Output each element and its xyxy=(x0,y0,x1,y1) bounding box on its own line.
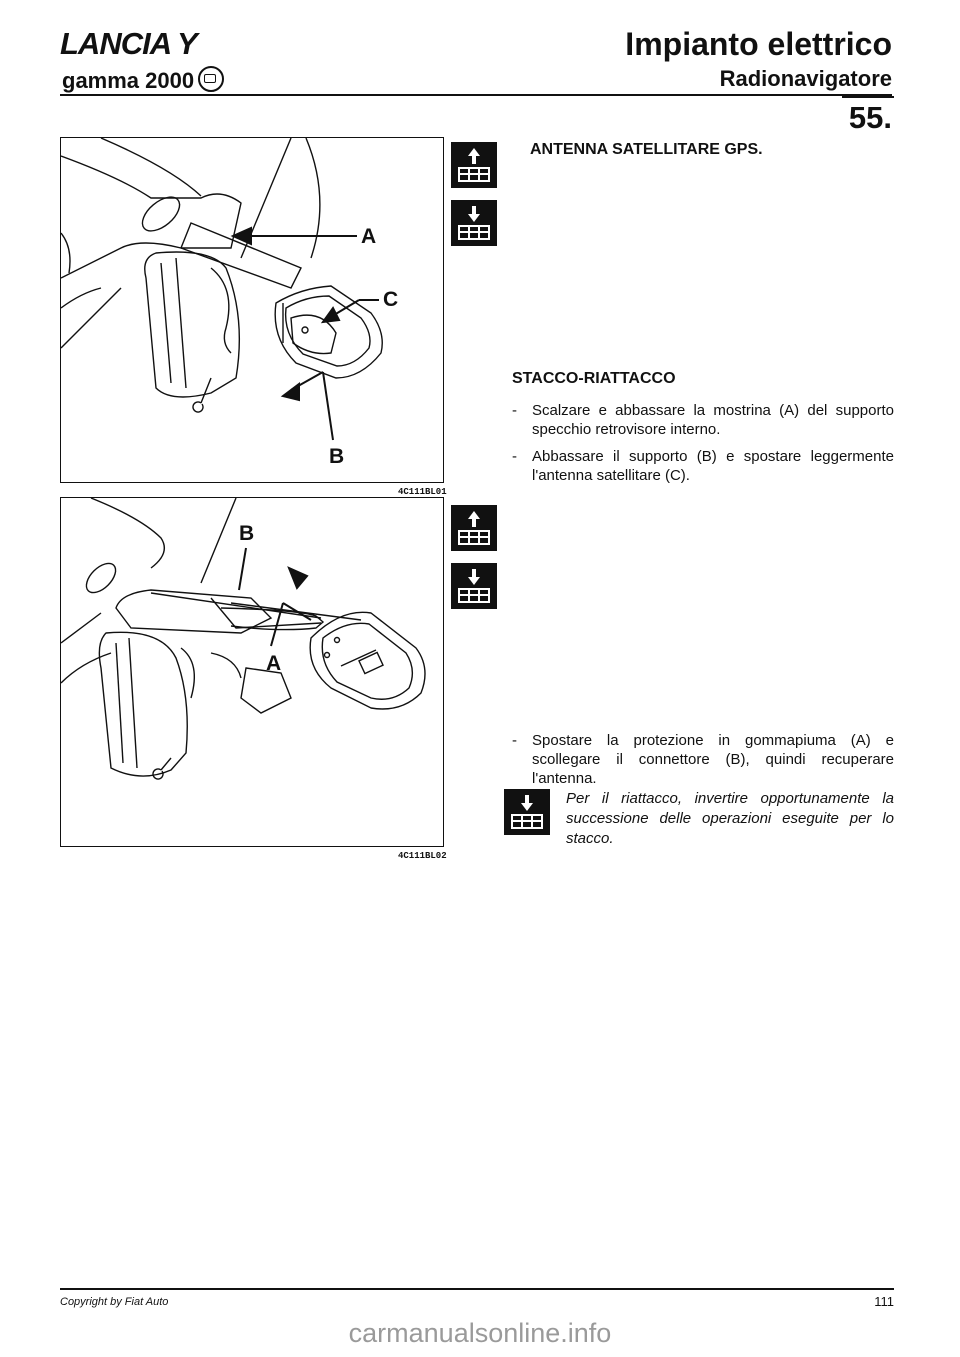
procedure-step xyxy=(512,447,894,485)
subsection-title: Radionavigatore xyxy=(719,66,892,91)
procedure-step xyxy=(512,731,894,788)
topic-heading: ANTENNA SATELLITARE GPS. xyxy=(530,141,763,158)
copyright-notice: Copyright by Fiat Auto xyxy=(60,1296,169,1308)
folio-number: 111 xyxy=(874,1294,894,1309)
refitting-arrow-down-icon xyxy=(504,789,550,835)
figure-connector xyxy=(60,497,444,847)
removal-arrow-up-icon xyxy=(451,142,497,188)
figure-code: 4C111BL01 xyxy=(398,487,447,497)
procedure-heading: STACCO-RIATTACCO xyxy=(512,370,676,387)
header-divider xyxy=(60,94,892,96)
connector-illustration xyxy=(61,498,443,846)
refitting-arrow-down-icon xyxy=(451,200,497,246)
figure-label-c: C xyxy=(383,288,399,311)
footer-divider xyxy=(60,1288,894,1290)
figure-label-b: B xyxy=(239,522,255,545)
figure-label-a: A xyxy=(361,225,377,248)
model-range xyxy=(62,66,224,94)
figure-label-b: B xyxy=(329,445,345,468)
refitting-note: Per il riattacco, invertire opportunamente la successione delle operazioni eseguite per lo stacco. xyxy=(566,790,894,847)
figure-label-a: A xyxy=(266,652,282,675)
refitting-arrow-down-icon xyxy=(451,563,497,609)
model-range-label: gamma 2000 xyxy=(62,68,195,93)
site-watermark: carmanualsonline.info xyxy=(348,1318,612,1348)
step-text: Scalzare e abbassare la mostrina (A) del supporto specchio retrovisore interno. xyxy=(532,402,894,438)
section-title: Impianto elettrico xyxy=(625,26,892,62)
step-bullet: - xyxy=(512,448,517,465)
engine-outline-icon xyxy=(198,66,224,92)
removal-arrow-up-icon xyxy=(451,505,497,551)
figure-code: 4C111BL02 xyxy=(398,851,447,861)
step-bullet: - xyxy=(512,402,517,419)
step-text: Abbassare il supporto (B) e spostare leggermente l'antenna satellitare (C). xyxy=(532,448,894,484)
procedure-step xyxy=(512,401,894,439)
mirror-cover-illustration xyxy=(61,138,443,482)
page-number-divider xyxy=(842,96,894,98)
figure-mirror-cover xyxy=(60,137,444,483)
step-text: Spostare la protezione in gommapiuma (A) e scollegare il connettore (B), quindi recuperare l'antenna. xyxy=(532,732,894,787)
step-bullet: - xyxy=(512,732,517,749)
brand-title: LANCIA Y xyxy=(60,26,197,61)
page-number: 55. xyxy=(848,100,892,135)
